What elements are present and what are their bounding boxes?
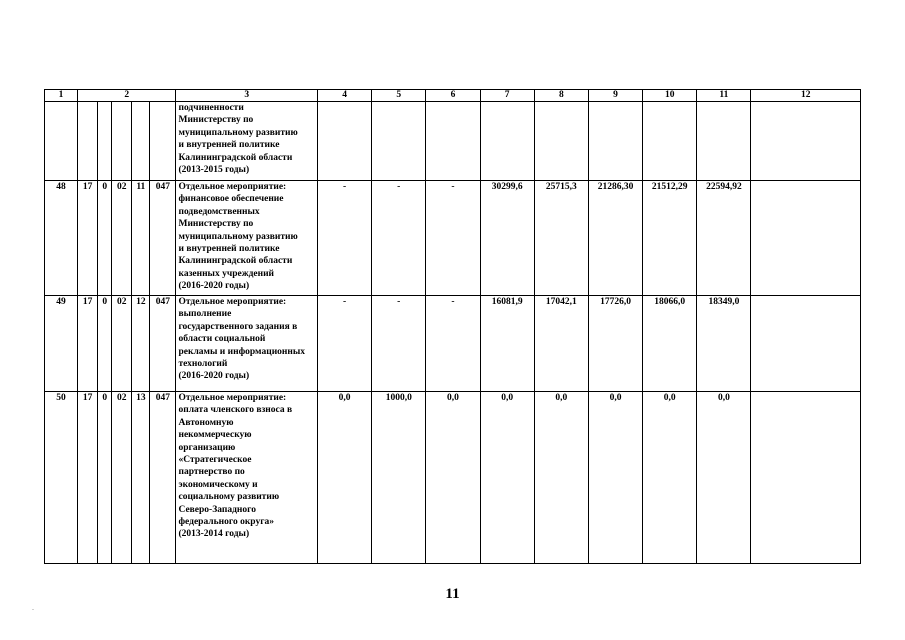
value-cell: - (372, 296, 426, 392)
value-cell: 0,0 (480, 392, 534, 564)
value-cell (697, 102, 751, 181)
value-cell (751, 296, 861, 392)
value-cell: - (372, 181, 426, 296)
description-line: и внутренней политике (178, 140, 280, 151)
value-cell: 0,0 (534, 392, 588, 564)
value-cell: 21286,30 (588, 181, 642, 296)
scan-mark: . (32, 603, 34, 612)
activity-title: Отдельное мероприятие: (178, 182, 287, 192)
header-col-4: 4 (317, 90, 371, 102)
description-line: экономическому и (178, 479, 258, 490)
header-col-2: 2 (78, 90, 176, 102)
code-cell: 02 (112, 296, 132, 392)
description-line: Автономную (178, 417, 234, 428)
description-line: (2013-2014 годы) (178, 529, 250, 540)
description-line: Министерству по (178, 219, 254, 230)
description-line: финансовое обеспечение (178, 194, 284, 205)
header-col-3: 3 (176, 90, 318, 102)
page-number: 11 (445, 586, 460, 602)
description-line: Калининградской области (178, 152, 293, 163)
description-line: муниципальному развитию (178, 127, 298, 138)
description-line: казенных учреждений (178, 268, 275, 279)
description-cell (176, 296, 318, 392)
budget-table (44, 89, 861, 564)
header-col-11: 11 (697, 90, 751, 102)
description-line: технологий (178, 359, 228, 370)
code-cell: 17 (78, 392, 98, 564)
value-cell (751, 181, 861, 296)
code-cell: 047 (150, 296, 176, 392)
value-cell: - (426, 181, 480, 296)
description-line: (2013-2015 годы) (178, 165, 250, 176)
description-line: подведомственных (178, 206, 260, 217)
table-header-row (45, 90, 861, 102)
description-line: Северо-Западного (178, 504, 256, 515)
code-cell: 0 (98, 296, 112, 392)
code-cell: 12 (132, 296, 150, 392)
row-number-cell (45, 102, 78, 181)
header-col-6: 6 (426, 90, 480, 102)
description-line: социальному развитию (178, 492, 280, 503)
description-line: «Стратегическое (178, 455, 252, 466)
value-cell (372, 102, 426, 181)
description-line: Министерству по (178, 115, 254, 126)
description-line: и внутренней политике (178, 244, 280, 255)
value-cell (751, 392, 861, 564)
row-number-cell: 50 (45, 392, 78, 564)
table-row (45, 181, 861, 296)
value-cell: 18349,0 (697, 296, 751, 392)
value-cell: - (317, 296, 371, 392)
value-cell: 25715,3 (534, 181, 588, 296)
value-cell: 0,0 (426, 392, 480, 564)
value-cell: 17726,0 (588, 296, 642, 392)
description-line: (2016-2020 годы) (178, 281, 250, 292)
code-cell: 17 (78, 181, 98, 296)
code-cell (132, 102, 150, 181)
code-cell (112, 102, 132, 181)
code-cell (150, 102, 176, 181)
table-row (45, 296, 861, 392)
value-cell: 0,0 (588, 392, 642, 564)
code-cell (98, 102, 112, 181)
header-col-7: 7 (480, 90, 534, 102)
description-line: Калининградской области (178, 256, 293, 267)
description-cell (176, 102, 318, 181)
header-col-10: 10 (643, 90, 697, 102)
code-cell (78, 102, 98, 181)
description-line: подчиненности (178, 103, 244, 113)
value-cell (480, 102, 534, 181)
value-cell: 0,0 (317, 392, 371, 564)
value-cell: - (317, 181, 371, 296)
code-cell: 0 (98, 181, 112, 296)
value-cell: 0,0 (643, 392, 697, 564)
budget-table-sheet (44, 89, 861, 564)
description-line: организацию (178, 442, 236, 453)
value-cell (751, 102, 861, 181)
activity-title: Отдельное мероприятие: (178, 297, 287, 307)
code-cell: 11 (132, 181, 150, 296)
value-cell (534, 102, 588, 181)
description-line: (2016-2020 годы) (178, 371, 250, 382)
code-cell: 047 (150, 392, 176, 564)
value-cell: 16081,9 (480, 296, 534, 392)
header-col-12: 12 (751, 90, 861, 102)
code-cell: 0 (98, 392, 112, 564)
description-line: федерального округа» (178, 517, 275, 528)
value-cell (317, 102, 371, 181)
row-number-cell: 48 (45, 181, 78, 296)
description-cell (176, 181, 318, 296)
description-line: выполнение (178, 309, 232, 320)
header-col-1: 1 (45, 90, 78, 102)
activity-title: Отдельное мероприятие: (178, 393, 287, 403)
value-cell: 17042,1 (534, 296, 588, 392)
description-cell (176, 392, 318, 564)
code-cell: 17 (78, 296, 98, 392)
description-line: муниципальному развитию (178, 231, 298, 242)
description-line: рекламы и информационных (178, 346, 306, 357)
value-cell (588, 102, 642, 181)
value-cell: 22594,92 (697, 181, 751, 296)
header-col-5: 5 (372, 90, 426, 102)
value-cell: 30299,6 (480, 181, 534, 296)
value-cell (426, 102, 480, 181)
code-cell: 047 (150, 181, 176, 296)
value-cell (643, 102, 697, 181)
value-cell: 21512,29 (643, 181, 697, 296)
description-line: государственного задания в (178, 321, 298, 332)
code-cell: 02 (112, 392, 132, 564)
description-line: партнерство по (178, 467, 245, 478)
value-cell: 18066,0 (643, 296, 697, 392)
continued-row (45, 102, 861, 181)
description-line: некоммерческую (178, 430, 252, 441)
value-cell: 1000,0 (372, 392, 426, 564)
code-cell: 02 (112, 181, 132, 296)
row-number-cell: 49 (45, 296, 78, 392)
code-cell: 13 (132, 392, 150, 564)
value-cell: - (426, 296, 480, 392)
description-line: оплата членского взноса в (178, 405, 293, 416)
header-col-8: 8 (534, 90, 588, 102)
description-line: области социальной (178, 334, 266, 345)
header-col-9: 9 (588, 90, 642, 102)
value-cell: 0,0 (697, 392, 751, 564)
table-row (45, 392, 861, 564)
